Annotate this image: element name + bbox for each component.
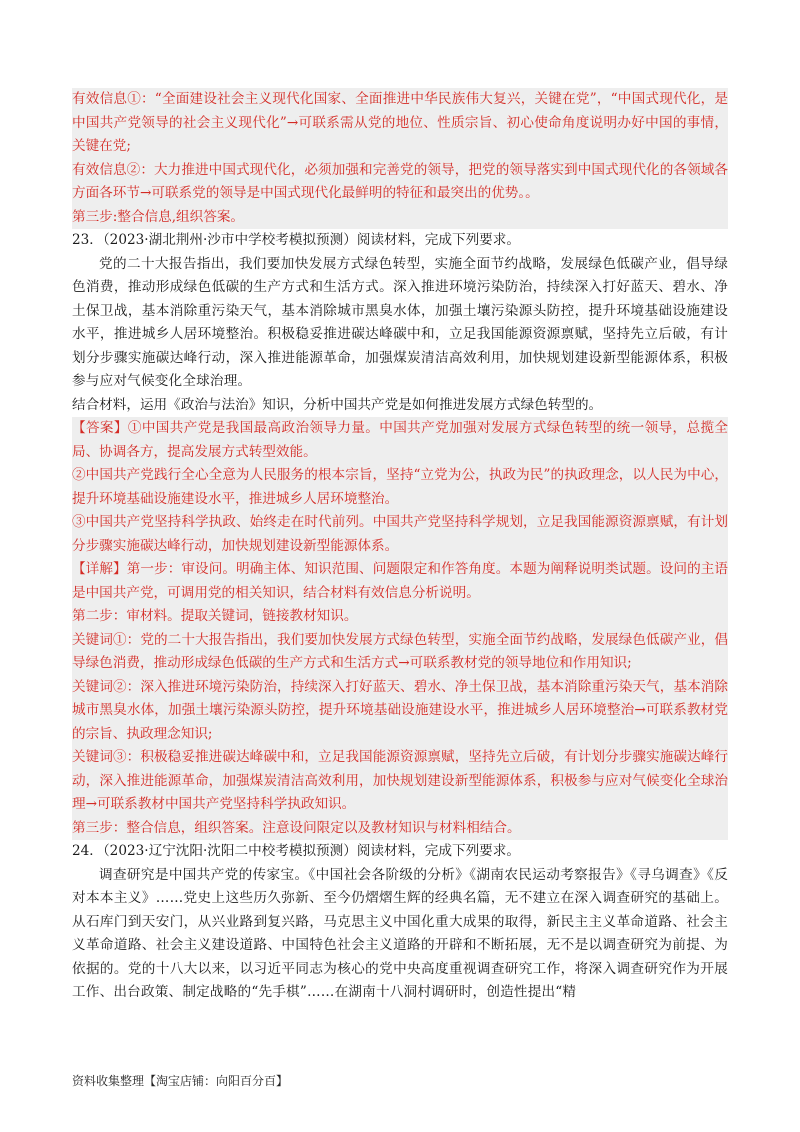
content (72, 88, 728, 1005)
footer-note: 资料收集整理【淘宝店铺：向阳百分百】 (72, 1074, 289, 1088)
step-three: 第三步:整合信息,组织答案。 (72, 208, 245, 225)
q24-material: 调查研究是中国共产党的传家宝。《中国社会各阶级的分析》《湖南农民运动考察报告》《寻乌调查》《反对本本主义》……党史上这些历久弥新、至今仍熠熠生辉的经典名篇，无不建立在深入调查研究的基础上。从石库门到天安门，从兴业路到复兴路，马克思主义中国化重大成果的取得，新民主主义革命道路、社会主义革命道路、社会主义建设道路、中国特色社会主义道路的开辟和不断拓展，无不是以调查研究为前提、为依据的。党的十八大以来，以习近平同志为核心的党中央高度重视调查研究工作，将深入调查研究作为开展工作、出台政策、制定战略的“先手棋”……在湖南十八洞村调研时，创造性提出“精 (72, 866, 728, 1000)
answer-line-1: 【答案】①中国共产党是我国最高政治领导力量。中国共产党加强对发展方式绿色转型的统一领导，总揽全局、协调各方，提高发展方式转型效能。 (72, 420, 729, 460)
q23-ask: 结合材料，运用《政治与法治》知识，分析中国共产党是如何推进发展方式绿色转型的。 (72, 396, 603, 413)
detail-line-2: 第二步：审材料。提取关键词，链接教材知识。 (72, 608, 358, 624)
answer-line-2: ②中国共产党践行全心全意为人民服务的根本宗旨，坚持“立党为公，执政为民”的执政理念，以人民为中心，提升环境基础设施建设水平，推进城乡人居环境整治。 (72, 467, 728, 507)
q23-header: 23．（2023·湖北荆州·沙市中学校考模拟预测）阅读材料，完成下列要求。 (72, 232, 520, 248)
keyword-1: 关键词①：党的二十大报告指出，我们要加快发展方式绿色转型，实施全面节约战略，发展绿色低碳产业，倡导绿色消费，推动形成绿色低碳的生产方式和生活方式→可联系教材党的领导地位和作用知识; (72, 631, 728, 671)
detail-line-1: 【详解】第一步：审设问。明确主体、知识范围、问题限定和作答角度。本题为阐释说明类试题。设问的主语是中国共产党，可调用党的相关知识，结合材料有效信息分析说明。 (72, 561, 729, 601)
detail-step-three: 第三步：整合信息，组织答案。注意设问限定以及教材知识与材料相结合。 (72, 819, 521, 836)
q22-answer-block (72, 88, 728, 229)
effective-info-2: 有效信息②：大力推进中国式现代化，必须加强和完善党的领导，把党的领导落实到中国式现代化的各领域各方面各环节→可联系党的领导是中国式现代化最鲜明的特征和最突出的优势。。 (72, 161, 728, 201)
keyword-2: 关键词②：深入推进环境污染防治，持续深入打好蓝天、碧水、净土保卫战，基本消除重污染天气，基本消除城市黑臭水体，加强土壤污染源头防控，提升环境基础设施建设水平，推进城乡人居环境整治→可联系教材党的宗旨、执政理念知识; (72, 678, 728, 742)
answer-line-3: ③中国共产党坚持科学执政、始终走在时代前列。中国共产党坚持科学规划，立足我国能源资源禀赋，有计划分步骤实施碳达峰行动，加快规划建设新型能源体系。 (72, 514, 728, 554)
q23-answer-block (72, 417, 728, 840)
q24-header: 24．（2023·辽宁沈阳·沈阳二中校考模拟预测）阅读材料，完成下列要求。 (72, 843, 520, 859)
answer-tag: 【答案】 (72, 420, 128, 436)
keyword-3: 关键词③：积极稳妥推进碳达峰碳中和，立足我国能源资源禀赋，坚持先立后破，有计划分步骤实施碳达峰行动，深入推进能源革命，加强煤炭清洁高效利用，加快规划建设新型能源体系，积极参与应对气候变化全球治理→可联系教材中国共产党坚持科学执政知识。 (72, 749, 728, 812)
q23-material: 党的二十大报告指出，我们要加快发展方式绿色转型，实施全面节约战略，发展绿色低碳产业，倡导绿色消费，推动形成绿色低碳的生产方式和生活方式。深入推进环境污染防治，持续深入打好蓝天、碧水、净土保卫战，基本消除重污染天气，基本消除城市黑臭水体，加强土壤污染源头防控，提升环境基础设施建设水平，推进城乡人居环境整治。积极稳妥推进碳达峰碳中和，立足我国能源资源禀赋，坚持先立后破，有计划分步骤实施碳达峰行动，深入推进能源革命，加强煤炭清洁高效利用，加快规划建设新型能源体系，积极参与应对气候变化全球治理。 (72, 255, 728, 389)
effective-info-1: 有效信息①：“全面建设社会主义现代化国家、全面推进中华民族伟大复兴，关键在党”，“中国式现代化，是中国共产党领导的社会主义现代化”→可联系需从党的地位、性质宗旨、初心使命角度说明办好中国的事情，关键在党; (72, 91, 728, 154)
detail-tag: 【详解】 (72, 561, 127, 577)
